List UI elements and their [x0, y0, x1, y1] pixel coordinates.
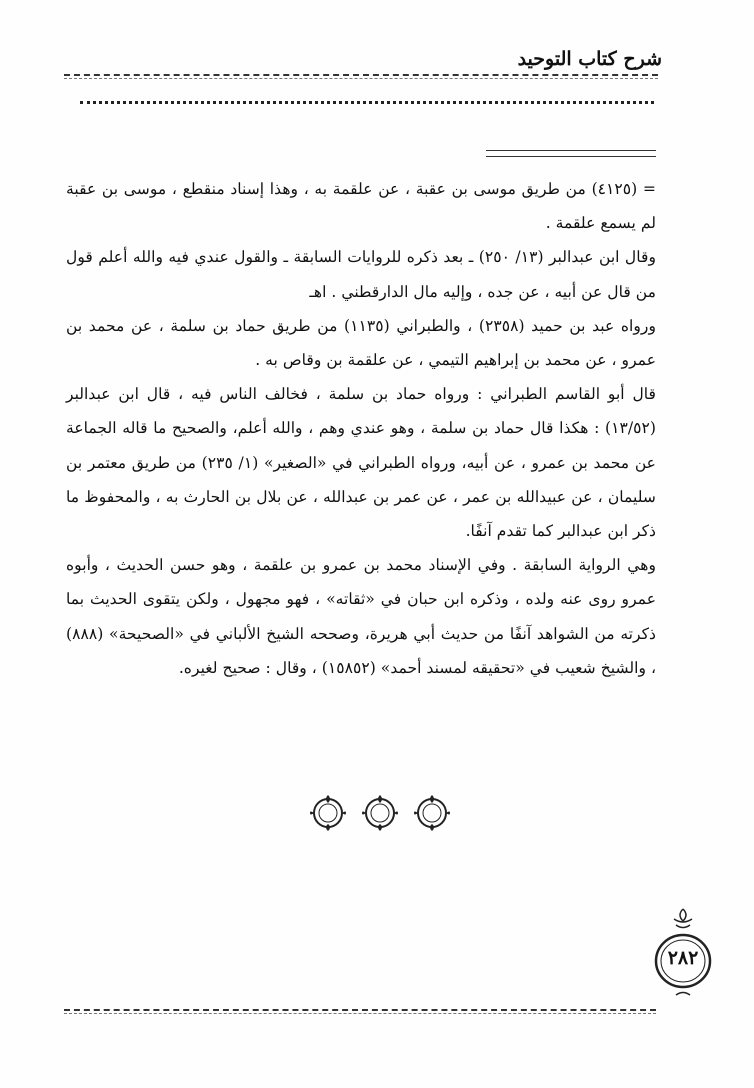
floral-ornament-icon	[360, 792, 400, 832]
dotted-separator	[80, 101, 654, 104]
header-rule	[64, 74, 658, 76]
floral-ornament-icon	[308, 792, 348, 832]
footnote-text	[66, 172, 656, 685]
footnote-paragraph: = (٤١٢٥) من طريق موسى بن عقبة ، عن علقمة به ، وهذا إسناد منقطع ، موسى بن عقبة لم يسمع علقمة .	[66, 180, 656, 233]
footnote-paragraph: ورواه عبد بن حميد (٢٣٥٨) ، والطبراني (١١٣٥) من طريق حماد بن سلمة ، عن محمد بن عمرو ، عن محمد بن إبراهيم التيمي ، عن علقمة بن وقاص به .	[66, 316, 656, 370]
footnote-rule	[486, 150, 656, 151]
footnote-paragraph: وهي الرواية السابقة . وفي الإسناد محمد بن عمرو بن علقمة ، وهو حسن الحديث ، وأبوه عمرو روى عنه ولده ، وذكره ابن حبان في «ثقاته» ، فهو مجهول ، ولكن يتقوى الحديث بما ذكرته من الشواهد آنفًا من حديث أبي هريرة، وصححه الشيخ الألباني في «الصحيحة» (٨٨٨) ، والشيخ شعيب في «تحقيقه لمسند أحمد» (١٥٨٥٢) ، وقال : صحيح لغيره.	[66, 556, 656, 677]
header-rule-thin	[64, 78, 658, 79]
footer-rule-thin	[64, 1013, 656, 1014]
running-header-title: شرح كتاب التوحيد	[517, 48, 662, 70]
footer-rule	[64, 1009, 656, 1011]
end-ornaments	[300, 792, 460, 836]
footnote-rule-lower	[486, 156, 656, 157]
floral-ornament-icon	[412, 792, 452, 832]
page-number: ٢٨٢	[667, 947, 699, 969]
footnote-paragraph: قال أبو القاسم الطبراني : ورواه حماد بن سلمة ، فخالف الناس فيه ، قال ابن عبدالبر (١٣/٥٢) : هكذا قال حماد بن سلمة ، وهو عندي وهم ، والله أعلم، والصحيح ما قاله الجماعة عن محمد بن عمرو ، عن أبيه، ورواه الطبراني في «الصغير» (١/ ٢٣٥) من طريق معتمر بن سليمان ، عن عبيدالله بن عمر ، عن عمر بن عبدالله ، عن بلال بن الحارث به ، والمحفوظ ما ذكر ابن عبدالبر كما تقدم آنفًا.	[66, 385, 656, 541]
footnote-paragraph: وقال ابن عبدالبر (١٣/ ٢٥٠) ـ بعد ذكره للروايات السابقة ـ والقول عندي فيه والله أعلم قول من قال عن أبيه ، عن جده ، وإليه مال الدارقطني . اهـ	[66, 248, 656, 301]
